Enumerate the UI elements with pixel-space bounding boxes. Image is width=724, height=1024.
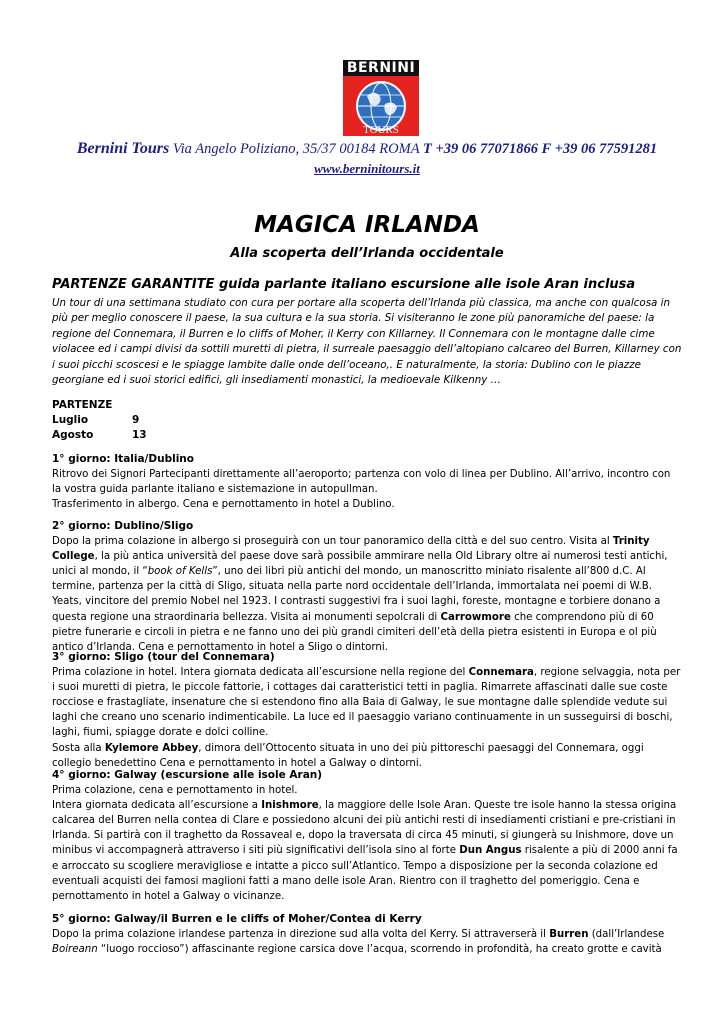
day-5-section: [52, 912, 682, 957]
company-address: Via Angelo Poliziano, 35/37 00184 ROMA: [172, 141, 420, 157]
day-2-section: [52, 519, 682, 655]
day-paragraph: Dopo la prima colazione irlandese partenza in direzione sud alla volta del Kerry. Si attraverserà il Burren (dall’Irlandese Boireann “luogo roccioso”) affascinante regione carsica dove l’acqua, scorrendo in profondità, ha creato grotte e cavità: [52, 929, 665, 956]
company-name: Bernini Tours: [76, 140, 170, 157]
day-paragraph: Trasferimento in albergo. Cena e pernottamento in hotel a Dublino.: [52, 499, 395, 511]
departure-row: [52, 413, 147, 428]
day-paragraph: Prima colazione in hotel. Intera giornata dedicata all’escursione nella regione del Connemara, regione selvaggia, nota per i suoi muretti di pietra, le piccole fattorie, i cottages dai caratteristici tetti in paglia. Rimarrete affascinati dalle sue coste rocciose e frastagliate, insenature che si estendono fino alla Baia di Galway, le sue montagne dalle splendide vedute sui laghi che creano uno scenario indimenticabile. La luce ed il paesaggio variano continuamente in un susseguirsi di boschi, laghi, fiumi, spiagge dorate e dolci colline.: [52, 667, 681, 739]
day-paragraph: Intera giornata dedicata all’escursione a Inishmore, la maggiore delle Isole Aran. Queste tre isole hanno la stessa origina calcarea del Burren nella contea di Clare e possiedono alcuni dei più antichi resti di insediamenti cristiani e pre-cristiani in Irlanda. Si partirà con il traghetto da Rossaveal e, dopo la traversata di circa 45 minuti, si giungerà su Inishmore, dove un minibus vi accompagnerà attraverso i siti più significativi dell’isola sino al forte Dun Angus risalente a più di 2000 anni fa e arroccato su scogliere meravigliose e intatte a picco sull’Atlantico. Tempo a disposizione per la seconda colazione ed eventuali acquisti dei famosi maglioni fatti a mano delle isole Aran. Rientro con il traghetto del pomeriggio. Cena e pernottamento in hotel a Galway o vicinanze.: [52, 800, 678, 902]
departures-table: [52, 398, 147, 443]
intro-heading: PARTENZE GARANTITE guida parlante italiano escursione alle isole Aran inclusa: [52, 277, 636, 292]
website-link[interactable]: www.berninitours.it: [314, 161, 420, 176]
emphasis-text: book of Kells: [147, 566, 213, 578]
day-title: 3° giorno: Sligo (tour del Connemara): [52, 651, 275, 663]
day-title: 1° giorno: Italia/Dublino: [52, 453, 194, 465]
day-title: 2° giorno: Dublino/Sligo: [52, 520, 194, 532]
day-title: 4° giorno: Galway (escursione alle isole Aran): [52, 769, 323, 781]
highlight-text: Inishmore: [261, 800, 319, 812]
day-paragraph: Sosta alla Kylemore Abbey, dimora dell’Ottocento situata in uno dei più pittoreschi paesaggi del Connemara, oggi collegio benedettino Cena e pernottamento in hotel a Galway o dintorni.: [52, 742, 644, 769]
day-4-section: [52, 768, 682, 904]
day-paragraph: Prima colazione, cena e pernottamento in hotel.: [52, 785, 298, 797]
company-logo: [343, 60, 419, 136]
highlight-text: Dun Angus: [459, 845, 522, 857]
contact-line: [52, 140, 682, 158]
page-subtitle: Alla scoperta dell’Irlanda occidentale: [230, 246, 504, 261]
company-phones: T +39 06 77071866 F +39 06 77591281: [422, 141, 658, 157]
departure-day: 13: [132, 429, 147, 441]
globe-icon: [343, 76, 419, 136]
departures-label: PARTENZE: [52, 399, 113, 411]
highlight-text: Carrowmore: [440, 611, 511, 623]
highlight-text: Connemara: [468, 667, 534, 679]
intro-paragraph: Un tour di una settimana studiato con cura per portare alla scoperta dell’Irlanda più classica, ma anche con qualcosa in più per meglio conoscere il paese, la sua cultura e la sua storia. Si visiteranno le zone più panoramiche del paese: la regione del Connemara, il Burren e lo cliffs of Moher, il Kerry con Killarney. Il Connemara con le montagne dalle cime violacee ed i campi divisi da sottili muretti di pietra, il surreale paesaggio dell’altopiano calcareo del Burren, Killarney con i suoi picchi scoscesi e le spiagge lambite dalle onde dell’oceano,. E naturalmente, la storia: Dublino con le piazze georgiane ed i suoi storici edifici, gli insediamenti monastici, la medioevale Kilkenny …: [52, 297, 682, 387]
highlight-text: Trinity College: [52, 536, 650, 563]
logo-brand-text: BERNINI: [343, 60, 419, 76]
day-paragraph: Ritrovo dei Signori Partecipanti direttamente all’aeroporto; partenza con volo di linea per Dublino. All’arrivo, incontro con la vostra guida parlante italiano e sistemazione in autopullman.: [52, 469, 671, 496]
day-paragraph: Dopo la prima colazione in albergo si proseguirà con un tour panoramico della città e del suo centro. Visita al Trinity College, la più antica università del paese dove sarà possibile ammirare nella Old Library oltre ai numerosi testi antichi, unici al mondo, il “book of Kells”, uno dei libri più antichi del mondo, un manoscritto miniato risalente all’800 d.C. Al termine, partenza per la città di Sligo, situata nella parte nord occidentale dell’Irlanda, immortalata nei poemi di W.B. Yeats, vincitore del premio Nobel nel 1923. I contrasti suggestivi fra i suoi laghi, foreste, montagne e torbiere donano a questa regione una straordinaria bellezza. Visita ai monumenti sepolcrali di Carrowmore che comprendono più di 60 pietre funerarie e circoli in pietra e ne fanno uno dei più grandi cimiteri dell’età della pietra esistenti in Europa e ol più antico d’Irlanda. Cena e pernottamento in hotel a Sligo o dintorni.: [52, 536, 668, 653]
emphasis-text: Boireann: [52, 944, 98, 956]
departure-month: Luglio: [52, 414, 89, 426]
highlight-text: Kylemore Abbey: [104, 742, 199, 754]
day-title: 5° giorno: Galway/il Burren e le cliffs of Moher/Contea di Kerry: [52, 913, 422, 925]
departure-row: [52, 428, 147, 443]
highlight-text: Burren: [549, 929, 589, 941]
logo-sub-text: TOURS: [363, 124, 399, 136]
departure-month: Agosto: [52, 429, 94, 441]
day-1-section: [52, 452, 682, 512]
day-3-section: [52, 650, 682, 771]
departure-day: 9: [132, 414, 140, 426]
page-title: MAGICA IRLANDA: [254, 212, 480, 238]
